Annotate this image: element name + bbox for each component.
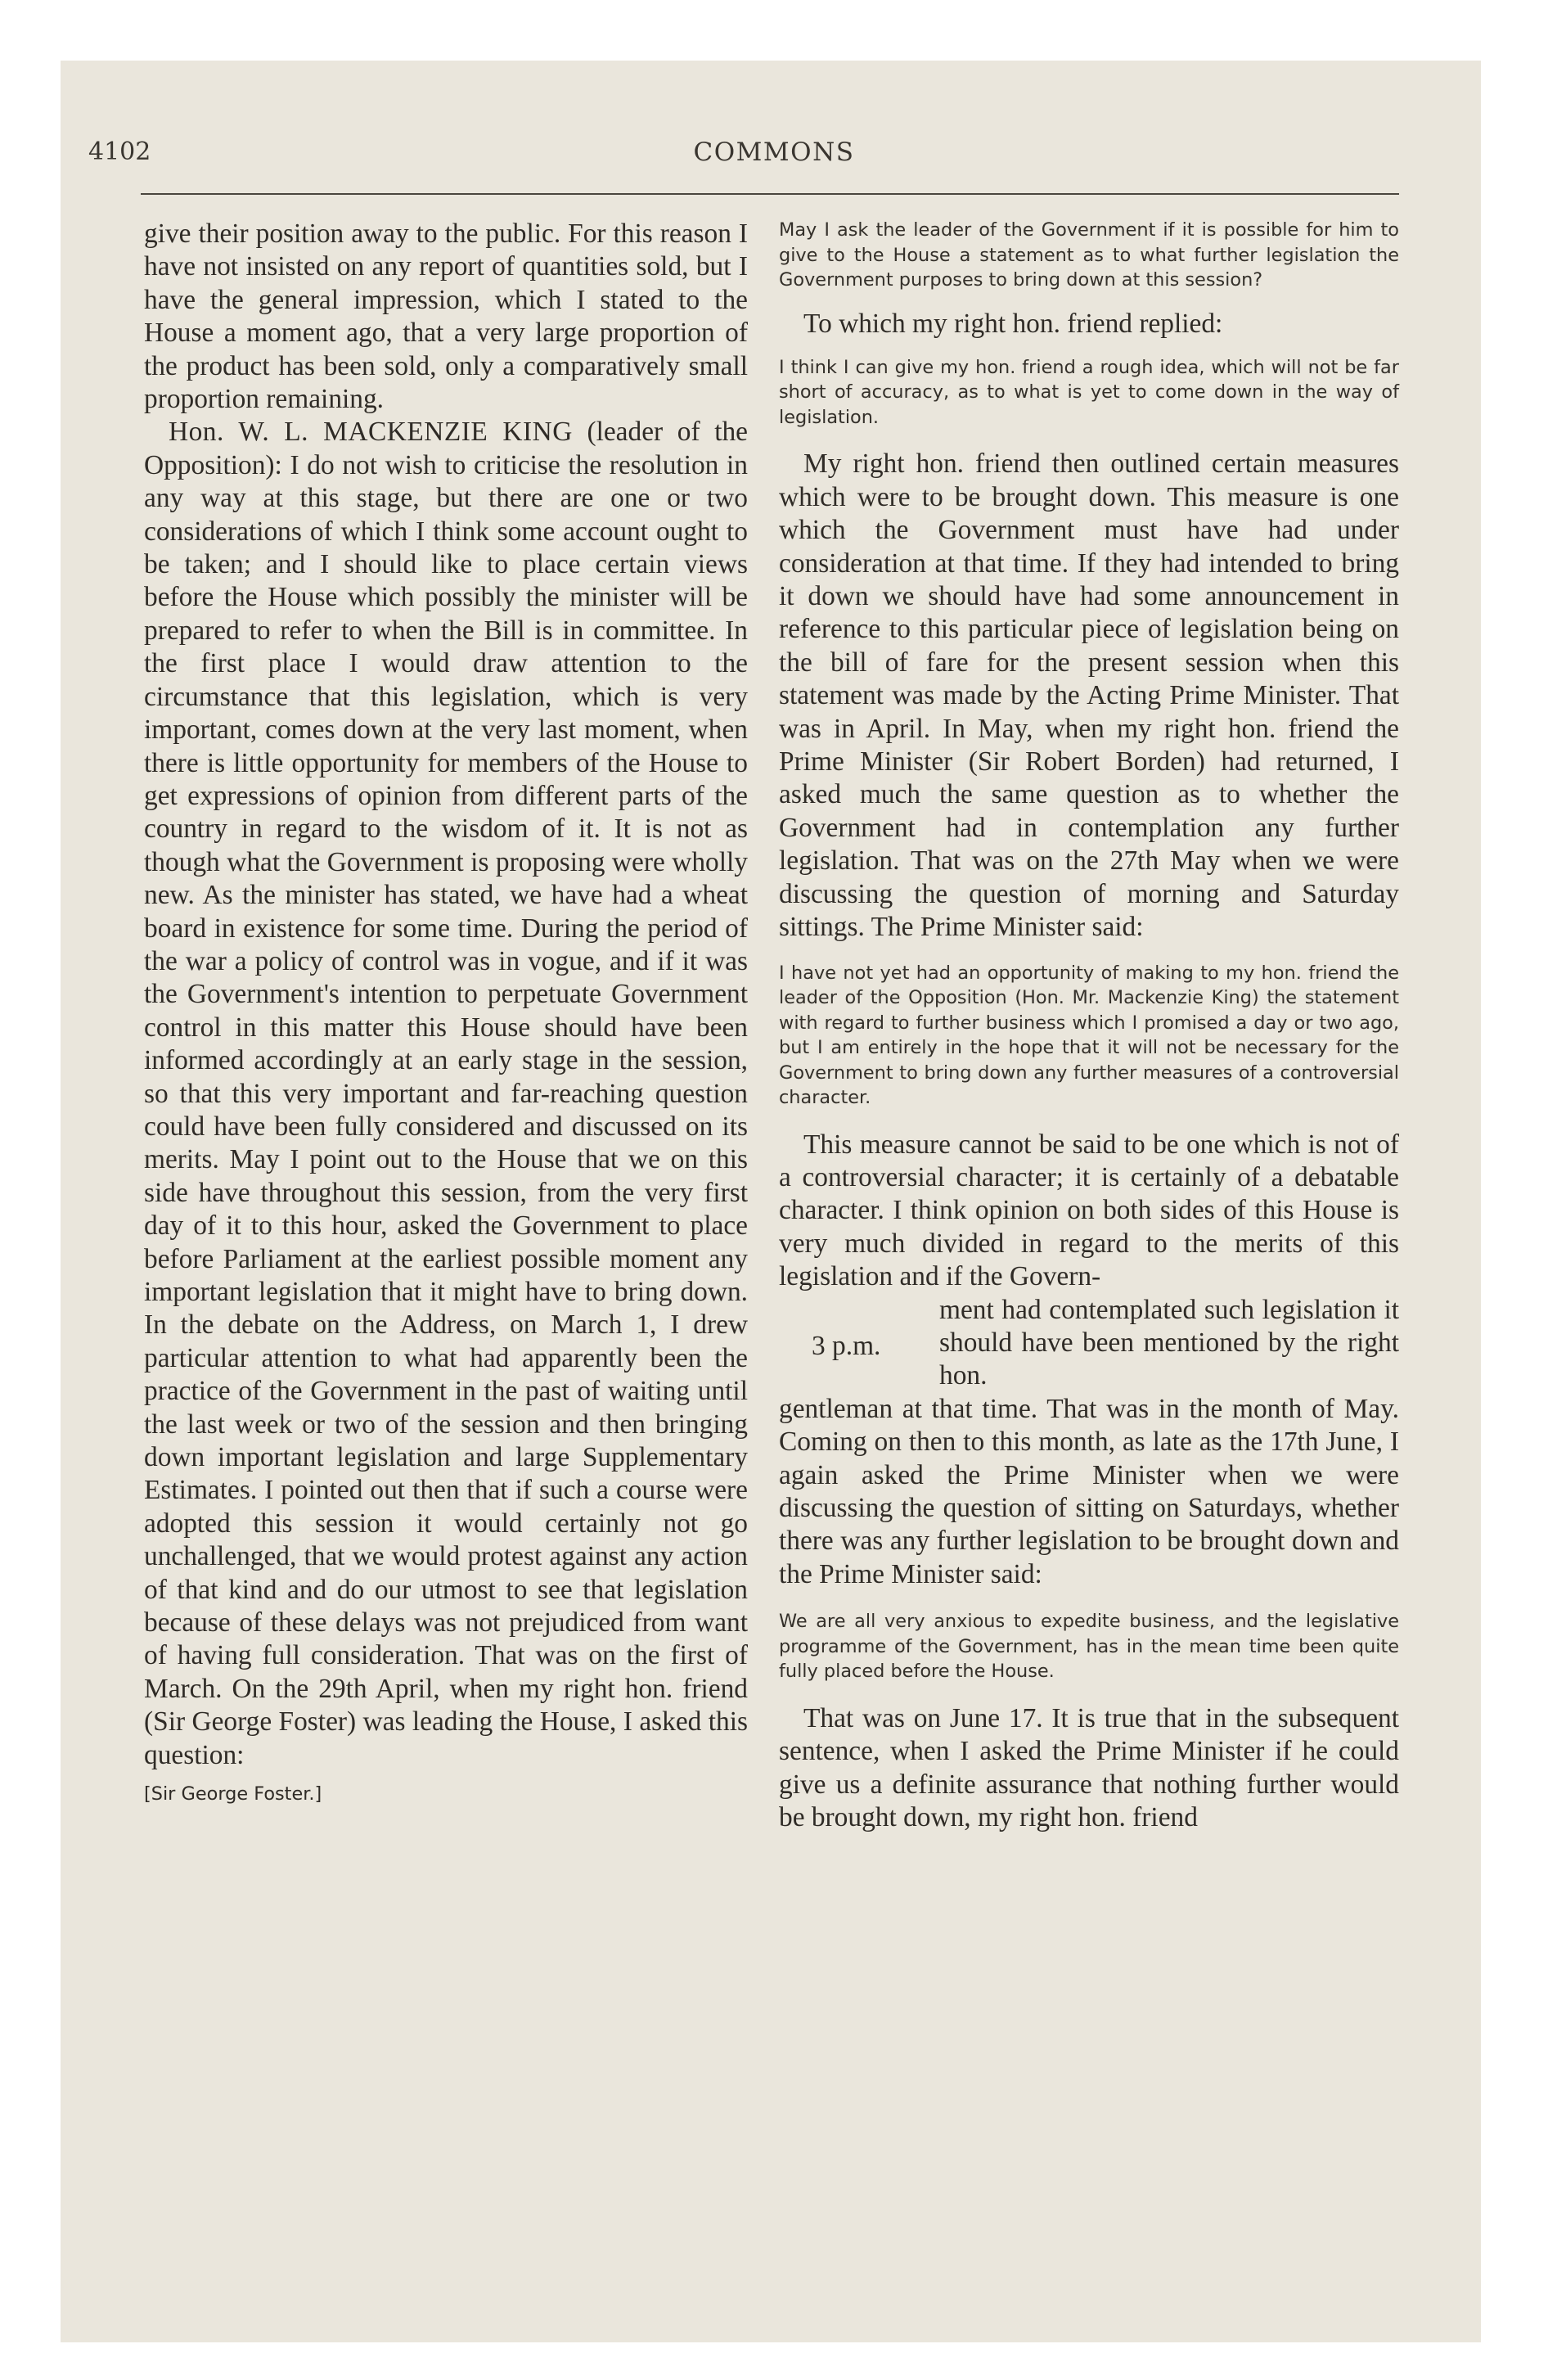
paragraph-continuation: ment had contemplated such legislation it should have been mentioned by the right hon. <box>939 1294 1399 1391</box>
speaker-name: Hon. W. L. MACKENZIE KING <box>169 417 573 448</box>
left-column <box>144 218 748 1806</box>
paragraph-continuation: give their position away to the public. For this reason I have not insisted on any report of quantities sold, but I have the general impression, which I stated to the House a moment ago, that a very large proportion of the product has been sold, only a comparatively small proportion remaining. <box>144 219 748 415</box>
quoted-question: May I ask the leader of the Government if it is possible for him to give to the House a statement as to what further legislation the Government purposes to bring down at this session? <box>779 219 1399 291</box>
speaker-footer-tag: [Sir George Foster.] <box>144 1783 322 1805</box>
header-rule <box>141 193 1399 195</box>
right-column <box>779 218 1399 1834</box>
time-marker-block <box>779 1294 1399 1393</box>
paragraph: That was on June 17. It is true that in the subsequent sentence, when I asked the Prime Minister if he could give us a definite assurance that nothing further would be brought down, my right hon. friend <box>779 1702 1399 1832</box>
paragraph: To which my right hon. friend replied: <box>803 308 1223 339</box>
speaker-role: (leader of the Opposition): <box>144 417 748 480</box>
quoted-reply: I think I can give my hon. friend a rough idea, which will not be far short of accuracy, as to what is yet to come down in the way of legislation. <box>779 356 1399 428</box>
quoted-statement: I have not yet had an opportunity of making to my hon. friend the leader of the Opposition (Hon. Mr. Mackenzie King) the statement with regard to further business which I promised a day or two ago, but I am entirely in the hope that it will not be necessary for the Government to bring down any further measures of a controversial character. <box>779 962 1399 1108</box>
speech-paragraph <box>144 416 748 1772</box>
speech-text: I do not wish to criticise the resolution in any way at this stage, but there are one or two considerations of which I think some account ought to be taken; and I should like to place certain views before the House which possibly the minister will be prepared to refer to when the Bill is in committee. In the first place I would draw attention to the circumstance that this legislation, which is very important, comes down at the very last moment, when there is little opportunity for members of the House to get expressions of opinion from different parts of the country in regard to the wisdom of it. It is not as though what the Government is proposing were wholly new. As the minister has stated, we have had a wheat board in existence for some time. During the period of the war a policy of control was in vogue, and if it was the Government's intention to perpetuate Government control in this matter this House should have been informed accordingly at an early stage in the session, so that this very important and far-reaching question could have been fully considered and discussed on its merits. May I point out to the House that we on this side have throughout this session, from the very first day of it to this hour, asked the Government to place before Parliament at the earliest possible moment any important legislation that it might have to bring down. In the debate on the Address, on March 1, I drew particular attention to what had apparently been the practice of the Government in the past of waiting until the last week or two of the session and then bringing down important legislation and large Supplementary Estimates. I pointed out then that if such a course were adopted this session it would certainly not go unchallenged, that we would protest against any action of that kind and do our utmost to see that legislation because of these delays was not prejudiced from want of having full consideration. That was on the first of March. On the 29th April, when my right hon. friend (Sir George Foster) was leading the House, I asked this question: <box>144 449 748 1770</box>
quoted-answer: We are all very anxious to expedite business, and the legislative programme of the Government, has in the mean time been quite fully placed before the House. <box>779 1611 1399 1683</box>
paragraph: My right hon. friend then outlined certain measures which were to be brought down. This measure is one which the Government must have had under consideration at that time. If they had intended to bring it down we should have had some announcement in reference to this particular piece of legislation being on the bill of fare for the present session when this statement was made by the Acting Prime Minister. That was in April. In May, when my right hon. friend the Prime Minister (Sir Robert Borden) had returned, I asked much the same question as to whether the Government had in contemplation any further legislation. That was on the 27th May when we were discussing the question of morning and Saturday sittings. The Prime Minister said: <box>779 449 1399 943</box>
margin-time-marker: 3 p.m. <box>812 1330 881 1361</box>
paragraph-continuation: gentleman at that time. That was in the month of May. Coming on then to this month, as late as the 17th June, I again asked the Prime Minister when we were discussing the question of sitting on Saturdays, whether there was any further legislation to be brought down and the Prime Minister said: <box>779 1393 1399 1589</box>
running-head: COMMONS <box>693 137 855 167</box>
paragraph: This measure cannot be said to be one which is not of a controversial character; it is certainly of a debatable character. I think opinion on both sides of this House is very much divided in regard to the merits of this legislation and if the Govern- <box>779 1129 1399 1292</box>
page-number: 4102 <box>88 137 151 166</box>
